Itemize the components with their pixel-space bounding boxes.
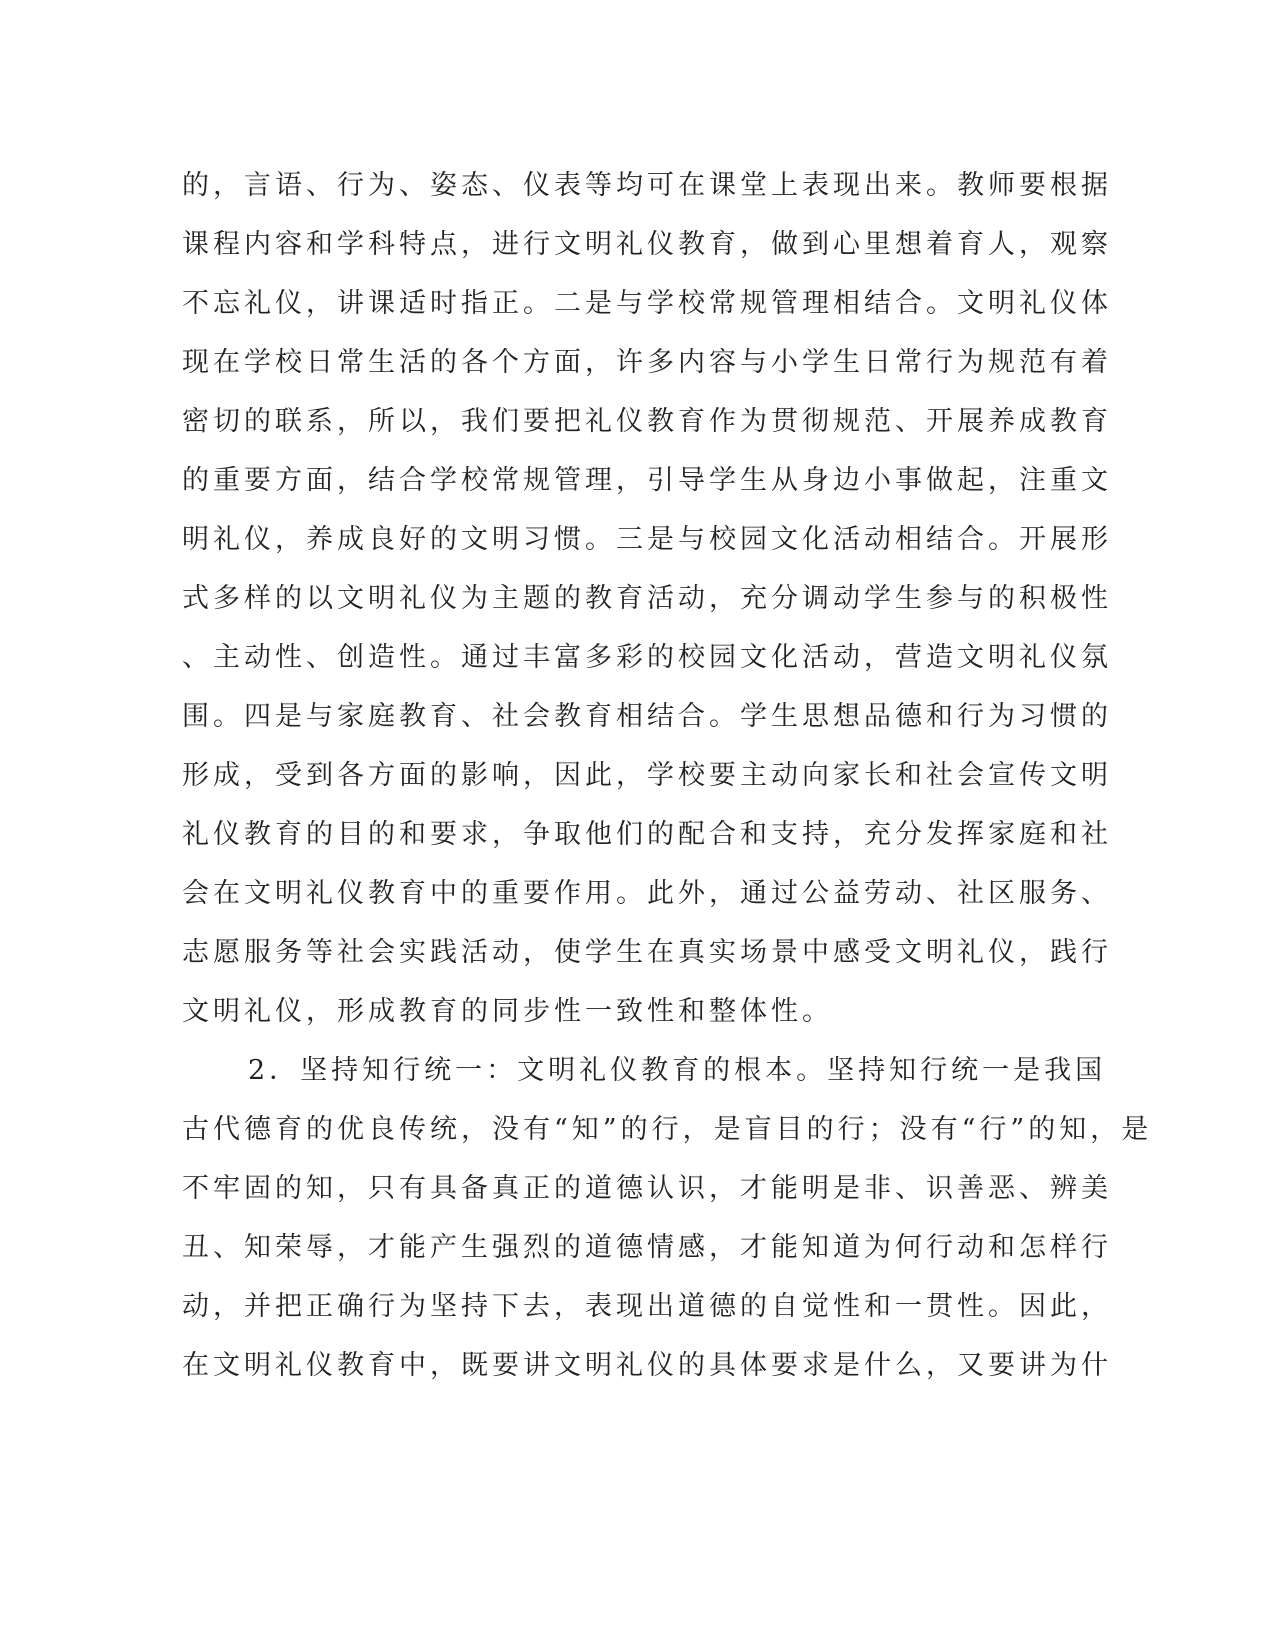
text-line: 会在文明礼仪教育中的重要作用。此外，通过公益劳动、社区服务、 xyxy=(182,878,1112,909)
text-line: 围。四是与家庭教育、社会教育相结合。学生思想品德和行为习惯的 xyxy=(182,701,1112,732)
text-line: 动，并把正确行为坚持下去，表现出道德的自觉性和一贯性。因此， xyxy=(182,1291,1112,1322)
text-line: 不牢固的知，只有具备真正的道德认识，才能明是非、识善恶、辨美 xyxy=(182,1173,1112,1204)
text-line: 丑、知荣辱，才能产生强烈的道德情感，才能知道为何行动和怎样行 xyxy=(182,1232,1112,1263)
paragraph-start-line: 2．坚持知行统一：文明礼仪教育的根本。坚持知行统一是我国 xyxy=(248,1055,1107,1086)
body-text xyxy=(182,156,1153,1395)
text-line: 课程内容和学科特点，进行文明礼仪教育，做到心里想着育人，观察 xyxy=(182,229,1112,260)
text-line: 、主动性、创造性。通过丰富多彩的校园文化活动，营造文明礼仪氛 xyxy=(182,642,1112,673)
text-line: 密切的联系，所以，我们要把礼仪教育作为贯彻规范、开展养成教育 xyxy=(182,406,1112,437)
text-line: 志愿服务等社会实践活动，使学生在真实场景中感受文明礼仪，践行 xyxy=(182,937,1112,968)
text-line: 明礼仪，养成良好的文明习惯。三是与校园文化活动相结合。开展形 xyxy=(182,524,1112,555)
text-line: 不忘礼仪，讲课适时指正。二是与学校常规管理相结合。文明礼仪体 xyxy=(182,288,1112,319)
text-line: 古代德育的优良传统，没有“知”的行，是盲目的行；没有“行”的知，是 xyxy=(182,1114,1153,1145)
text-line: 在文明礼仪教育中，既要讲文明礼仪的具体要求是什么，又要讲为什 xyxy=(182,1350,1112,1381)
text-line: 礼仪教育的目的和要求，争取他们的配合和支持，充分发挥家庭和社 xyxy=(182,819,1112,850)
text-line: 形成，受到各方面的影响，因此，学校要主动向家长和社会宣传文明 xyxy=(182,760,1112,791)
text-line: 的，言语、行为、姿态、仪表等均可在课堂上表现出来。教师要根据 xyxy=(182,170,1112,201)
text-line: 的重要方面，结合学校常规管理，引导学生从身边小事做起，注重文 xyxy=(182,465,1112,496)
text-line: 式多样的以文明礼仪为主题的教育活动，充分调动学生参与的积极性 xyxy=(182,583,1112,614)
text-line: 文明礼仪，形成教育的同步性一致性和整体性。 xyxy=(182,996,833,1027)
text-line: 现在学校日常生活的各个方面，许多内容与小学生日常行为规范有着 xyxy=(182,347,1112,378)
